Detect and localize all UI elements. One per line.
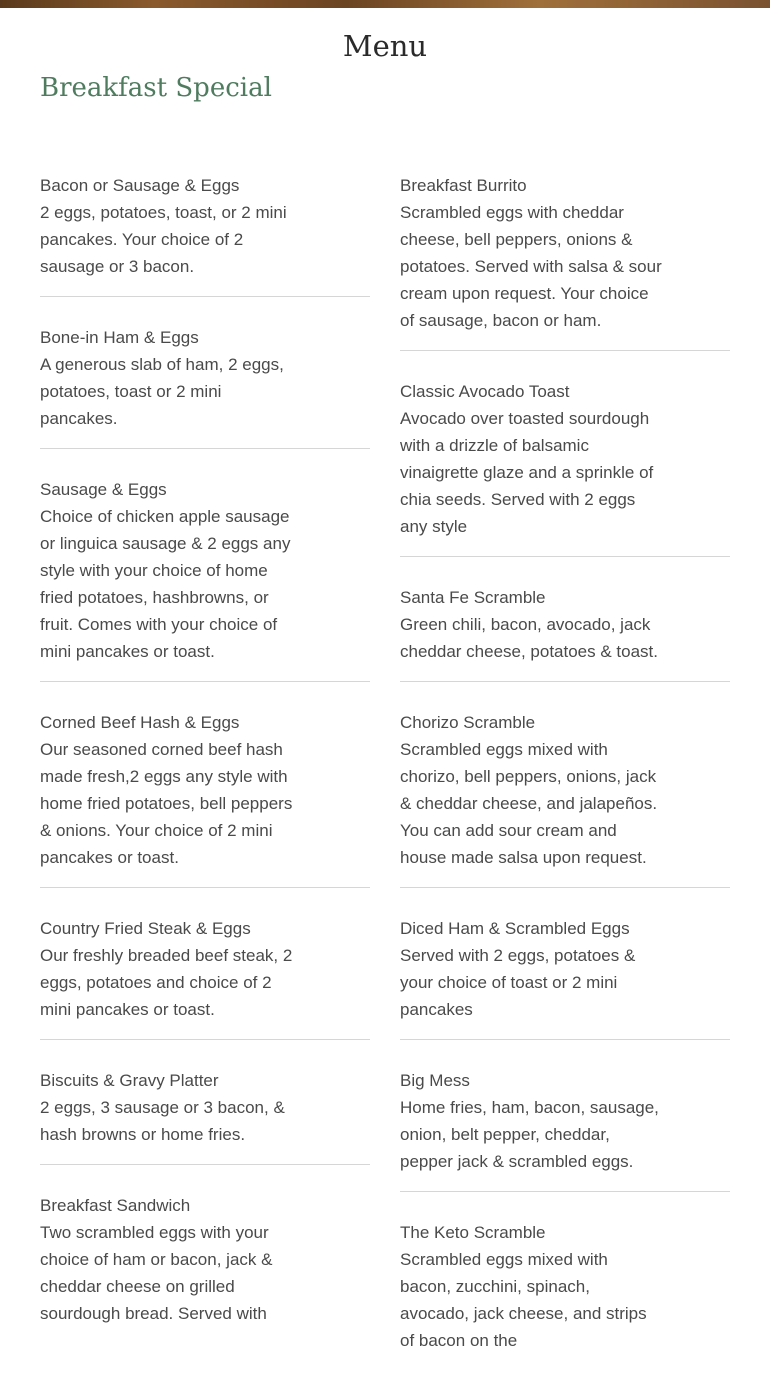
menu-item-name: Bone-in Ham & Eggs: [40, 328, 199, 347]
menu-item-name: Sausage & Eggs: [40, 480, 167, 499]
menu-item-name: Classic Avocado Toast: [400, 382, 570, 401]
menu-item-description: Two scrambled eggs with your choice of ham or bacon, jack & cheddar cheese on grilled sourdough bread. Served with: [40, 1223, 273, 1323]
menu-item-name: Breakfast Burrito: [400, 176, 527, 195]
menu-item-name: Breakfast Sandwich: [40, 1196, 191, 1215]
menu-item-description: Our seasoned corned beef hash made fresh,2 eggs any style with home fried potatoes, bell peppers & onions. Your choice of 2 mini pancakes or toast.: [40, 740, 293, 867]
menu-item-name: Country Fried Steak & Eggs: [40, 919, 251, 938]
page-title: Menu: [342, 29, 428, 63]
menu-item-description: Scrambled eggs mixed with bacon, zucchini, spinach, avocado, jack cheese, and strips of bacon on the: [400, 1250, 647, 1350]
menu-item: [400, 915, 730, 1040]
menu-item: [40, 1067, 370, 1165]
menu-item: [400, 709, 730, 888]
menu-item-name: The Keto Scramble: [400, 1223, 546, 1242]
menu-item: [400, 1067, 730, 1192]
menu-item: [400, 378, 730, 557]
menu-column-left: [40, 172, 370, 1370]
menu-item-description: Scrambled eggs mixed with chorizo, bell peppers, onions, jack & cheddar cheese, and jalapeños. You can add sour cream and house made salsa upon request.: [400, 740, 658, 867]
menu-item-name: Big Mess: [400, 1071, 470, 1090]
menu-item: [400, 172, 730, 351]
menu-item-description: A generous slab of ham, 2 eggs, potatoes, toast or 2 mini pancakes.: [40, 355, 284, 428]
menu-item: [40, 476, 370, 682]
menu-item-description: Our freshly breaded beef steak, 2 eggs, potatoes and choice of 2 mini pancakes or toast.: [40, 946, 293, 1019]
menu-item-name: Diced Ham & Scrambled Eggs: [400, 919, 630, 938]
menu-item: [40, 709, 370, 888]
menu-item: [40, 324, 370, 449]
menu-item-description: Choice of chicken apple sausage or linguica sausage & 2 eggs any style with your choice of home fried potatoes, hashbrowns, or fruit. Comes with your choice of mini pancakes or toast.: [40, 507, 291, 661]
menu-item-description: Home fries, ham, bacon, sausage, onion, belt pepper, cheddar, pepper jack & scrambled eggs.: [400, 1098, 659, 1171]
menu-item-description: Green chili, bacon, avocado, jack cheddar cheese, potatoes & toast.: [400, 615, 659, 661]
menu-item-name: Santa Fe Scramble: [400, 588, 546, 607]
menu-item-description: 2 eggs, 3 sausage or 3 bacon, & hash browns or home fries.: [40, 1098, 285, 1144]
menu-item-name: Bacon or Sausage & Eggs: [40, 176, 240, 195]
menu-item-name: Biscuits & Gravy Platter: [40, 1071, 219, 1090]
menu-item-description: Avocado over toasted sourdough with a drizzle of balsamic vinaigrette glaze and a sprinkle of chia seeds. Served with 2 eggs any style: [400, 409, 654, 536]
menu-item-description: 2 eggs, potatoes, toast, or 2 mini pancakes. Your choice of 2 sausage or 3 bacon.: [40, 203, 287, 276]
menu-column-right: [400, 172, 730, 1397]
menu-item-name: Corned Beef Hash & Eggs: [40, 713, 240, 732]
section-title: Breakfast Special: [40, 73, 272, 103]
menu-item: [400, 584, 730, 682]
menu-item-description: Served with 2 eggs, potatoes & your choice of toast or 2 mini pancakes: [400, 946, 636, 1019]
menu-item: [40, 172, 370, 297]
header-image-strip: [0, 0, 770, 8]
menu-item-description: Scrambled eggs with cheddar cheese, bell peppers, onions & potatoes. Served with salsa & sour cream upon request. Your choice of sausage, bacon or ham.: [400, 203, 662, 330]
menu-item: [40, 915, 370, 1040]
menu-item: [40, 1192, 370, 1343]
menu-item-name: Chorizo Scramble: [400, 713, 536, 732]
menu-item: [400, 1219, 730, 1370]
